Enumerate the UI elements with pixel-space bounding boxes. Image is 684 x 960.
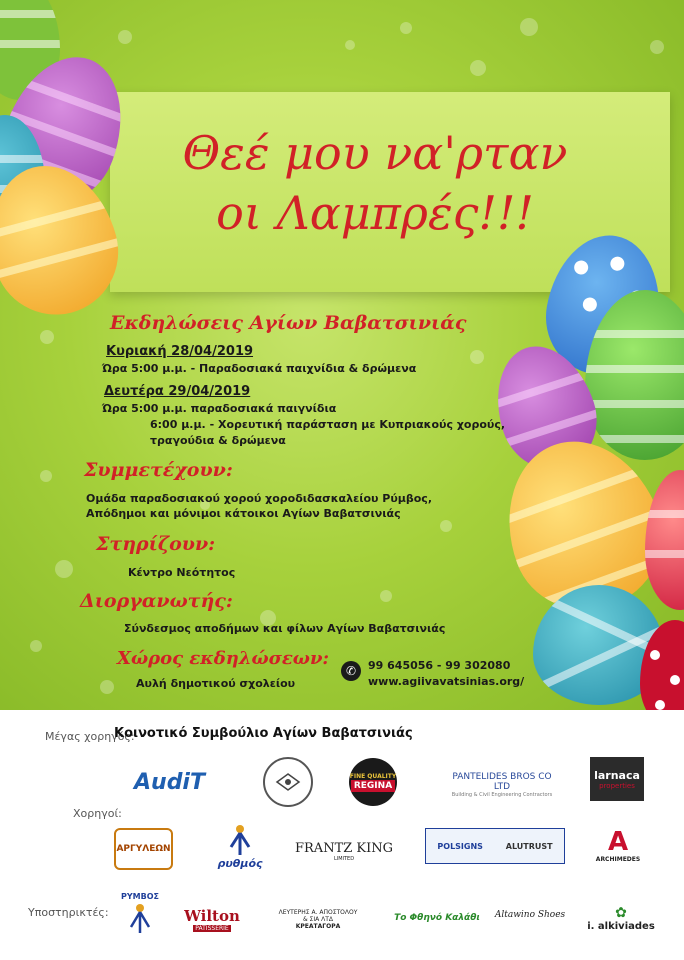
- support-line: Κέντρο Νεότητος: [128, 566, 236, 579]
- bg-dot: [470, 60, 486, 76]
- polsigns-name: POLSIGNS: [437, 841, 483, 851]
- day2-program-1: Ώρα 5:00 μ.μ. παραδοσιακά παιγνίδια: [102, 402, 337, 415]
- rymvos-name: ΡΥΜΒΟΣ: [121, 891, 159, 901]
- bg-dot: [470, 350, 484, 364]
- larnaca-name: larnaca: [594, 768, 640, 782]
- pantelides-name: PANTELIDES BROS CO LTD: [452, 772, 552, 792]
- audit-logo: AudiT: [134, 769, 205, 795]
- poster-title-line2: οι Λαμπρές!!!: [216, 186, 534, 240]
- bg-dot: [380, 590, 392, 602]
- alkiviades-leaf-icon: ✿: [615, 904, 627, 921]
- rythmos-name: ρυθμός: [217, 856, 263, 870]
- day1-program: Ώρα 5:00 μ.μ. - Παραδοσιακά παιχνίδια & δρώμενα: [102, 362, 417, 375]
- venue-line: Αυλή δημοτικού σχολείου: [136, 677, 296, 690]
- organizer-heading: Διοργανωτής:: [80, 590, 233, 612]
- polsigns-alutrust-logo: [425, 828, 565, 864]
- participants-heading: Συμμετέχουν:: [84, 459, 233, 481]
- bg-dot: [650, 40, 664, 54]
- argyleon-logo: ΑΡΓΥΛΕΩΝ: [114, 828, 173, 870]
- day1-date: Κυριακή 28/04/2019: [106, 344, 254, 359]
- main-sponsor-name: Κοινοτικό Συμβούλιο Αγίων Βαβατσινιάς: [114, 726, 413, 741]
- bg-dot: [400, 22, 412, 34]
- wilton-logo: [180, 904, 244, 934]
- alkiviades-logo: [586, 896, 656, 940]
- larnaca-tagline: properties: [599, 781, 635, 790]
- frantz-name: FRANTZ KING: [295, 840, 394, 856]
- main-sponsor-label: Μέγας χορηγός:: [45, 730, 135, 743]
- rythmos-logo: [218, 816, 262, 876]
- frantz-tagline: LIMITED: [333, 855, 355, 862]
- support-heading: Στηρίζουν:: [96, 533, 216, 555]
- lefteris-tagline: ΚΡΕΑΤΑΓΟΡΑ: [295, 922, 341, 930]
- archimedes-mark-icon: A: [607, 826, 629, 857]
- alkiviades-name: i. alkiviades: [587, 920, 655, 932]
- alutrust-name: ALUTRUST: [505, 841, 553, 851]
- day2-program-3: τραγούδια & δρώμενα: [150, 434, 286, 447]
- contact-phones: 99 645056 - 99 302080: [368, 659, 511, 672]
- regina-logo: [349, 758, 397, 806]
- red-egg-icon: [645, 470, 684, 610]
- poster-title-line1: Θεέ μου να'ρταν: [182, 126, 568, 180]
- regina-tagline: FINE QUALITY: [349, 772, 397, 780]
- regina-name: REGINA: [351, 780, 395, 792]
- participants-line1: Ομάδα παραδοσιακού χορού χοροδιδασκαλείου Ρύμβος,: [86, 492, 433, 505]
- bg-dot: [100, 680, 114, 694]
- frantz-king-logo: [295, 838, 393, 864]
- bg-dot: [55, 560, 73, 578]
- bg-dot: [520, 18, 538, 36]
- bg-dot: [30, 640, 42, 652]
- lefteris-name-1: ΛΕΥΤΕΡΗΣ Α. ΑΠΟΣΤΟΛΟΥ: [278, 908, 358, 916]
- bg-dot: [440, 520, 452, 532]
- bg-dot: [40, 470, 52, 482]
- events-heading: Εκδηλώσεις Αγίων Βαβατσινιάς: [110, 312, 467, 334]
- venue-heading: Χώρος εκδηλώσεων:: [117, 648, 330, 669]
- phone-icon: ✆: [341, 661, 361, 681]
- contact-website[interactable]: www.agiivavatsinias.org/: [368, 675, 525, 688]
- archimedes-name: ARCHIMEDES: [595, 855, 641, 863]
- bg-dot: [40, 330, 54, 344]
- rymvos-logo: [114, 882, 166, 944]
- altawino-shoes-logo: Altawino Shoes: [494, 910, 566, 920]
- participants-line2: Απόδημοι και μόνιμοι κάτοικοι Αγίων Βαβατσινιάς: [86, 507, 401, 520]
- fthino-kalathi-logo: Το Φθηνό Καλάθι: [394, 913, 480, 923]
- sponsors-section: [0, 710, 684, 960]
- wilton-name: Wilton: [184, 906, 240, 925]
- pantelides-tagline: Building & Civil Engineering Contractors: [451, 792, 553, 798]
- larnaca-properties-logo: [590, 757, 644, 801]
- emblem-logo: [263, 757, 313, 807]
- lefteris-apostolou-logo: [264, 900, 372, 938]
- day2-date: Δευτέρα 29/04/2019: [104, 384, 251, 399]
- lefteris-name-2: & ΣΙΑ ΛΤΔ: [302, 915, 334, 923]
- pantelides-logo: [444, 772, 560, 798]
- bg-dot: [118, 30, 132, 44]
- sponsors-label: Χορηγοί:: [73, 807, 122, 820]
- bg-dot: [345, 40, 355, 50]
- day2-program-2: 6:00 μ.μ. - Χορευτική παράσταση με Κυπριακούς χορούς,: [150, 418, 506, 431]
- supporters-label: Υποστηρικτές:: [28, 906, 109, 919]
- wilton-tagline: PATISSERIE: [195, 924, 229, 932]
- archimedes-logo: [590, 817, 646, 873]
- organizer-line: Σύνδεσμος αποδήμων και φίλων Αγίων Βαβατσινιάς: [124, 622, 446, 635]
